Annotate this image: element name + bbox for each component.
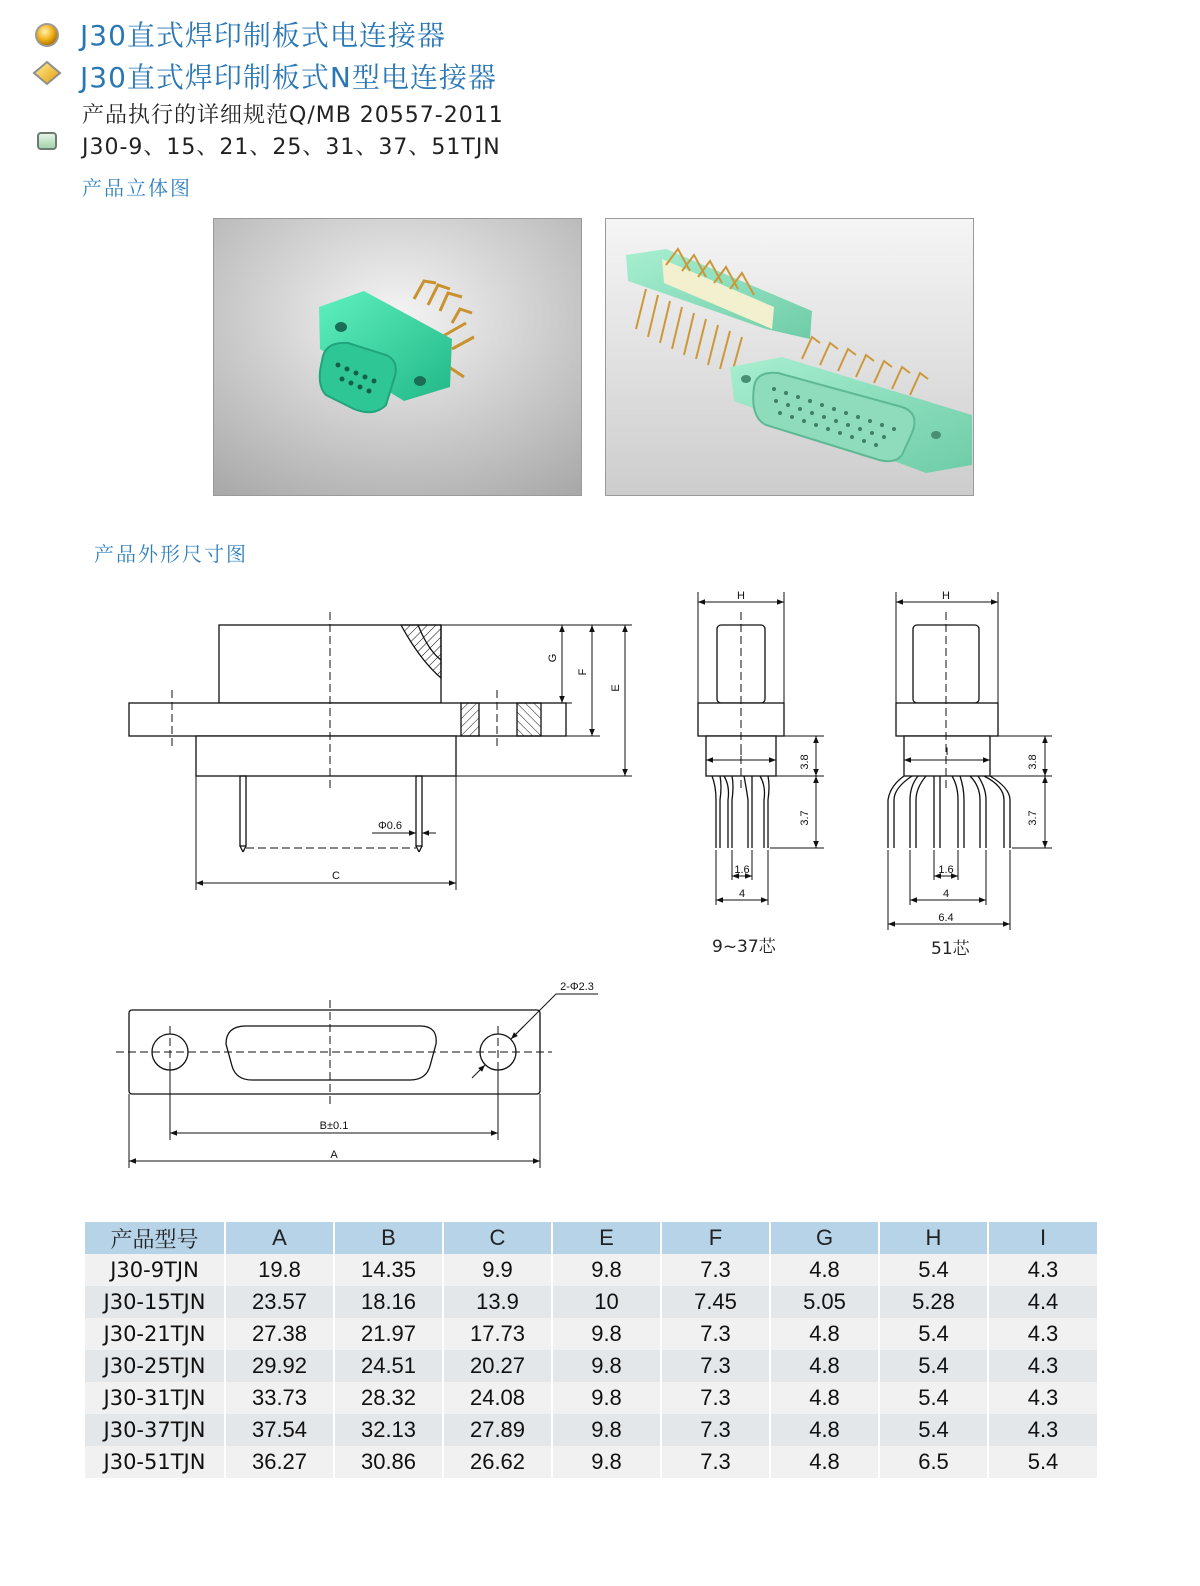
- table-cell: 4.8: [770, 1254, 879, 1286]
- table-cell: 28.32: [334, 1382, 443, 1414]
- table-cell: 4.4: [988, 1286, 1098, 1318]
- table-cell: 19.8: [225, 1254, 334, 1286]
- table-cell: 5.4: [879, 1254, 988, 1286]
- table-cell: 36.27: [225, 1446, 334, 1478]
- col-header-b: B: [334, 1222, 443, 1254]
- table-cell: 4.3: [988, 1350, 1098, 1382]
- table-cell: 9.8: [552, 1382, 661, 1414]
- table-cell: 9.9: [443, 1254, 552, 1286]
- dim-f-label: F: [577, 668, 589, 676]
- table-row: [85, 1318, 1098, 1350]
- table-row: [85, 1414, 1098, 1446]
- page-title-2: J30直式焊印制板式N型电连接器: [80, 61, 497, 94]
- table-cell: 33.73: [225, 1382, 334, 1414]
- table-cell: 5.4: [879, 1318, 988, 1350]
- table-cell: 7.3: [661, 1254, 770, 1286]
- table-cell: 7.3: [661, 1414, 770, 1446]
- table-cell: 6.5: [879, 1446, 988, 1478]
- table-cell: 7.3: [661, 1350, 770, 1382]
- table-cell: 4.8: [770, 1446, 879, 1478]
- table-cell: 24.51: [334, 1350, 443, 1382]
- table-cell: 17.73: [443, 1318, 552, 1350]
- table-row: [85, 1446, 1098, 1478]
- table-cell: 27.38: [225, 1318, 334, 1350]
- table-cell: J30-51TJN: [85, 1446, 225, 1478]
- col-header-c: C: [443, 1222, 552, 1254]
- table-cell: 23.57: [225, 1286, 334, 1318]
- page-title-1: J30直式焊印制板式电连接器: [80, 19, 446, 52]
- table-cell: 9.8: [552, 1414, 661, 1446]
- dim-c-label: C: [332, 870, 340, 882]
- table-cell: 13.9: [443, 1286, 552, 1318]
- table-cell: 9.8: [552, 1254, 661, 1286]
- table-cell: J30-15TJN: [85, 1286, 225, 1318]
- table-cell: 5.28: [879, 1286, 988, 1318]
- table-cell: 4.3: [988, 1318, 1098, 1350]
- dim-a-label: A: [330, 1149, 338, 1161]
- table-cell: 7.3: [661, 1382, 770, 1414]
- table-cell: 4.3: [988, 1382, 1098, 1414]
- section-photos: 产品立体图: [82, 176, 192, 200]
- col-header-i: I: [988, 1222, 1098, 1254]
- table-cell: 10: [552, 1286, 661, 1318]
- dim-i-label-1: I: [739, 746, 743, 758]
- spec-line: 产品执行的详细规范Q/MB 20557-2011: [82, 103, 504, 128]
- dim-holes-label: 2-Φ2.3: [560, 981, 594, 993]
- table-cell: 21.97: [334, 1318, 443, 1350]
- dim-37-label-1: 3.7: [799, 810, 811, 826]
- table-cell: 4.3: [988, 1414, 1098, 1446]
- dim-g-label: G: [547, 653, 559, 663]
- dim-4-label-1: 4: [738, 888, 746, 900]
- dim-37-label-2: 3.7: [1027, 810, 1039, 826]
- table-cell: 7.3: [661, 1446, 770, 1478]
- dim-e-label: E: [610, 684, 622, 692]
- table-cell: 29.92: [225, 1350, 334, 1382]
- table-row: [85, 1382, 1098, 1414]
- dim-b-label: B±0.1: [319, 1120, 349, 1132]
- table-cell: 5.4: [879, 1350, 988, 1382]
- table-cell: J30-37TJN: [85, 1414, 225, 1446]
- col-header-g: G: [770, 1222, 879, 1254]
- table-cell: 24.08: [443, 1382, 552, 1414]
- caption-9-37: 9~37芯: [712, 937, 776, 957]
- table-cell: 5.05: [770, 1286, 879, 1318]
- table-cell: J30-9TJN: [85, 1254, 225, 1286]
- table-cell: 4.3: [988, 1254, 1098, 1286]
- dim-4-label-2: 4: [942, 888, 950, 900]
- table-cell: 7.45: [661, 1286, 770, 1318]
- table-cell: 37.54: [225, 1414, 334, 1446]
- dim-64-label: 6.4: [938, 912, 954, 924]
- table-row: [85, 1350, 1098, 1382]
- table-cell: 27.89: [443, 1414, 552, 1446]
- table-cell: 7.3: [661, 1318, 770, 1350]
- col-header-f: F: [661, 1222, 770, 1254]
- table-cell: 5.4: [879, 1382, 988, 1414]
- table-cell: 9.8: [552, 1318, 661, 1350]
- table-cell: J30-31TJN: [85, 1382, 225, 1414]
- table-cell: 20.27: [443, 1350, 552, 1382]
- dim-h-label-1: H: [737, 590, 745, 602]
- table-cell: 4.8: [770, 1414, 879, 1446]
- table-cell: J30-25TJN: [85, 1350, 225, 1382]
- dim-38-label-1: 3.8: [799, 754, 811, 770]
- col-header-e: E: [552, 1222, 661, 1254]
- dim-h-label-2: H: [942, 590, 950, 602]
- table-cell: 26.62: [443, 1446, 552, 1478]
- dim-phi-label: Φ0.6: [377, 820, 403, 832]
- dim-38-label-2: 3.8: [1027, 754, 1039, 770]
- table-cell: 4.8: [770, 1350, 879, 1382]
- table-cell: 9.8: [552, 1350, 661, 1382]
- col-header-h: H: [879, 1222, 988, 1254]
- table-cell: 4.8: [770, 1318, 879, 1350]
- table-row: [85, 1286, 1098, 1318]
- col-header-model: 产品型号: [85, 1222, 225, 1254]
- table-cell: 9.8: [552, 1446, 661, 1478]
- table-header-row: [85, 1222, 1098, 1254]
- table-cell: 4.8: [770, 1382, 879, 1414]
- dim-16-label-1: 1.6: [734, 864, 750, 876]
- col-header-a: A: [225, 1222, 334, 1254]
- table-cell: 5.4: [879, 1414, 988, 1446]
- table-cell: 18.16: [334, 1286, 443, 1318]
- caption-51: 51芯: [931, 939, 970, 959]
- spec-table: [85, 1222, 1099, 1478]
- table-row: [85, 1254, 1098, 1286]
- table-cell: 30.86: [334, 1446, 443, 1478]
- table-cell: 32.13: [334, 1414, 443, 1446]
- dim-i-label-2: I: [945, 746, 949, 758]
- table-cell: 14.35: [334, 1254, 443, 1286]
- dim-16-label-2: 1.6: [938, 864, 954, 876]
- table-cell: J30-21TJN: [85, 1318, 225, 1350]
- models-line: J30-9、15、21、25、31、37、51TJN: [82, 135, 501, 160]
- section-dimensions: 产品外形尺寸图: [94, 542, 248, 566]
- table-cell: 5.4: [988, 1446, 1098, 1478]
